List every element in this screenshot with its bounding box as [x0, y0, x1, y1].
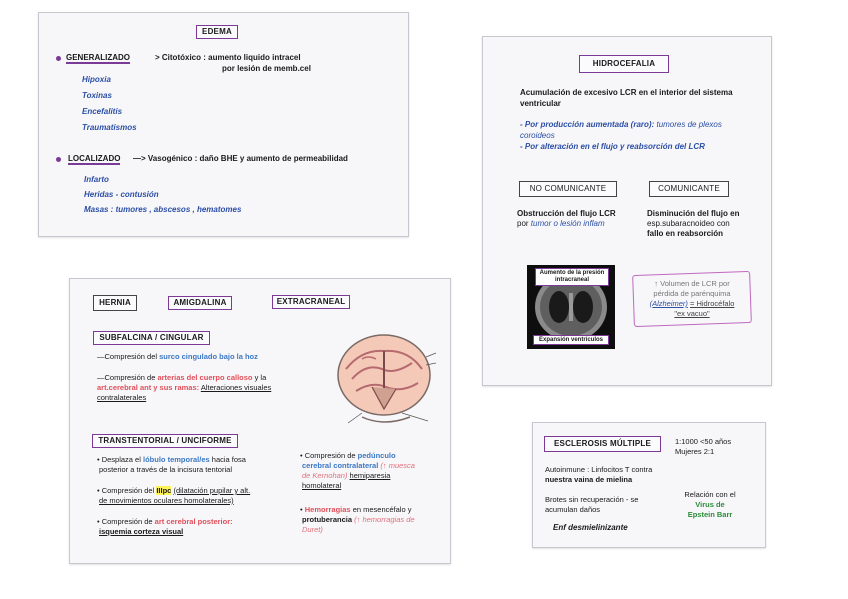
extracraneal-label: EXTRACRANEAL — [272, 295, 350, 309]
localizado-item: Masas : tumores , abscesos , hematomes — [84, 205, 242, 214]
comunicante-text: Disminución del flujo en esp.subaracnoideo con fallo en reabsorción — [647, 209, 740, 238]
generalizado-arrow-text-2: por lesión de memb.cel — [222, 64, 311, 73]
generalizado-item: Toxinas — [82, 91, 112, 100]
right-line-2: cerebral contralateral (↑ muesca — [302, 461, 415, 470]
esclerosis-title: ESCLEROSIS MÚLTIPLE — [544, 436, 661, 452]
generalizado-item: Encefalitis — [82, 107, 123, 116]
enf-desmielinizante: Enf desmielinizante — [553, 523, 628, 532]
bullet-icon — [56, 157, 61, 162]
amigdalina-label: AMIGDALINA — [168, 296, 232, 310]
bullet-icon — [56, 56, 61, 61]
transtentorial-label: TRANSTENTORIAL / UNCIFORME — [92, 434, 238, 448]
ex-vacuo-text: ↑ Volumen de LCR por pérdida de parénquima (Alzheimer) = Hidrocéfalo "ex vacuo" — [649, 279, 735, 318]
comunicante-label: COMUNICANTE — [649, 181, 729, 197]
mri-image — [527, 265, 615, 349]
subfalcina-line-1: —Compresión del surco cingulado bajo la hoz — [97, 352, 258, 361]
subfalcina-line-4: contralaterales — [97, 393, 147, 402]
localizado-item: Heridas - contusión — [84, 190, 159, 199]
no-comunicante-text: Obstrucción del flujo LCR por tumor o lesión inflam — [517, 209, 616, 228]
hernia-title: HERNIA — [93, 295, 137, 311]
esclerosis-card — [532, 422, 766, 548]
brotes-text: Brotes sin recuperación - se acumulan daños — [545, 495, 639, 514]
relacion-text: Relación con el Virus de Epstein Barr — [684, 490, 736, 519]
right-line-5: • Hemorragias en mesencéfalo y — [300, 505, 412, 514]
generalizado-item: Hipoxia — [82, 75, 111, 84]
localizado-item: Infarto — [84, 175, 109, 184]
transtentorial-line-1: • Desplaza el lóbulo temporal/es hacia fosa — [97, 455, 246, 464]
edema-card — [38, 12, 409, 237]
localizado-label: LOCALIZADO — [68, 154, 121, 163]
hidrocefalia-definition: Acumulación de excesivo LCR en el interior del sistema ventricular — [520, 88, 733, 108]
generalizado-item: Traumatismos — [82, 123, 137, 132]
right-line-6: protuberancia (↑ hemorragias de — [302, 515, 415, 524]
cause-production: - Por producción aumentada (raro): tumores de plexos coroideos — [520, 120, 722, 140]
right-line-4: homolateral — [302, 481, 342, 490]
transtentorial-line-5: • Compresión de art cerebral posterior: — [97, 517, 233, 526]
transtentorial-line-4: de movimientos oculares homolaterales) — [99, 496, 234, 505]
hernia-card — [69, 278, 451, 564]
cause-flow: - Por alteración en el flujo y reabsorción del LCR — [520, 142, 705, 151]
right-line-3: de Kernohan) hemiparesia — [302, 471, 391, 480]
no-comunicante-label: NO COMUNICANTE — [519, 181, 617, 197]
edema-title: EDEMA — [196, 25, 238, 39]
subfalcina-label: SUBFALCINA / CINGULAR — [93, 331, 210, 345]
esclerosis-stats: 1:1000 <50 años Mujeres 2:1 — [675, 437, 732, 456]
localizado-arrow-text: —> Vasogénico : daño BHE y aumento de permeabilidad — [133, 154, 348, 163]
right-line-1: • Compresión de pedúnculo — [300, 451, 396, 460]
autoinmune-text: Autoinmune : Linfocitos T contra nuestra vaina de mielina — [545, 465, 653, 484]
transtentorial-line-2: posterior a través de la incisura tentorial — [99, 465, 232, 474]
subfalcina-line-3: art.cerebral ant y sus ramas: Alteraciones visuales — [97, 383, 272, 392]
right-line-7: Duret) — [302, 525, 323, 534]
generalizado-label: GENERALIZADO — [66, 53, 130, 62]
brain-illustration-icon — [332, 329, 440, 429]
generalizado-arrow-text: > Citotóxico : aumento liquido intracel — [155, 53, 301, 62]
mri-top-caption: Aumento de la presión intracraneal — [535, 268, 609, 286]
hidrocefalia-card — [482, 36, 772, 386]
hidrocefalia-title: HIDROCEFALIA — [579, 55, 669, 73]
transtentorial-line-3: • Compresión del IIIpc (dilatación pupilar y alt. — [97, 486, 251, 495]
subfalcina-line-2: —Compresión de arterias del cuerpo calloso y la — [97, 373, 267, 382]
transtentorial-line-6: isquemia corteza visual — [99, 527, 184, 536]
mri-bottom-caption: Expansión ventrículos — [533, 335, 609, 345]
